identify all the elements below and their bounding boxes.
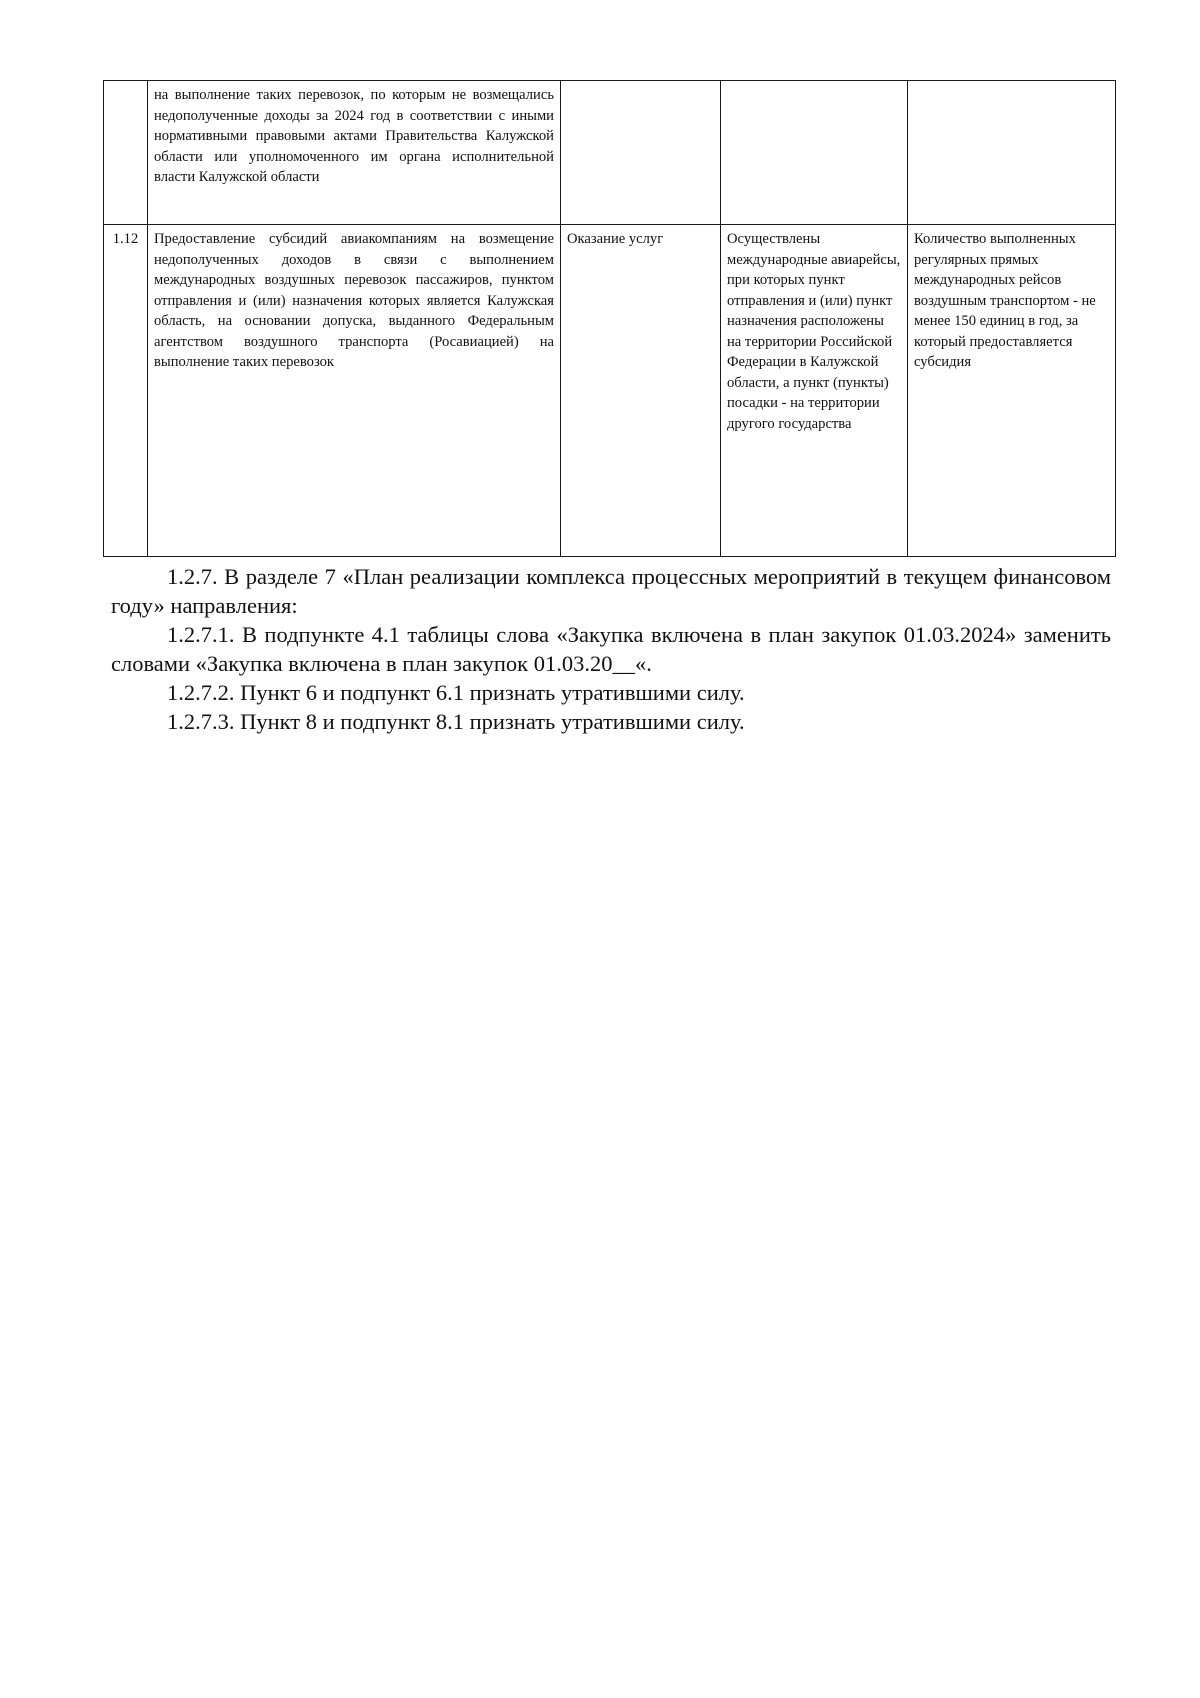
measure-description-cell: Предоставление субсидий авиакомпаниям на возмещение недополученных доходов в связи с выполнением международных воздушных перевозок пассажиров, пунктом отправления и (или) назначения которых является Калужская область, на основании допуска, выданного Федеральным агентством воздушного транспорта (Росавиацией) на выполнение таких перевозок <box>148 225 561 557</box>
table-row-1-12 <box>104 225 1116 557</box>
measure-result-cell <box>721 81 908 225</box>
measures-table <box>103 80 1116 557</box>
row-number-cell <box>104 81 148 225</box>
paragraph-1-2-7-2: 1.2.7.2. Пункт 6 и подпункт 6.1 признать утратившими силу. <box>167 680 745 705</box>
table-row-continuation <box>104 81 1116 225</box>
measure-description-cell: на выполнение таких перевозок, по которым не возмещались недополученные доходы за 2024 год в соответствии с иными нормативными правовыми актами Правительства Калужской области или уполномоченного им органа исполнительной власти Калужской области <box>148 81 561 225</box>
measure-type-cell: Оказание услуг <box>561 225 721 557</box>
measure-type-cell <box>561 81 721 225</box>
measure-indicator-cell <box>908 81 1116 225</box>
paragraph-1-2-7-3: 1.2.7.3. Пункт 8 и подпункт 8.1 признать утратившими силу. <box>167 709 745 734</box>
paragraph-1-2-7-1: 1.2.7.1. В подпункте 4.1 таблицы слова «Закупка включена в план закупок 01.03.2024» заменить словами «Закупка включена в план закупок 01.03.20__«. <box>111 622 1111 676</box>
measure-indicator-cell: Количество выполненных регулярных прямых международных рейсов воздушным транспортом - не менее 150 единиц в год, за который предоставляется субсидия <box>908 225 1116 557</box>
paragraph-1-2-7: 1.2.7. В разделе 7 «План реализации комплекса процессных мероприятий в текущем финансовом году» направления: <box>111 564 1111 618</box>
amendment-text <box>111 562 1111 736</box>
row-number-cell: 1.12 <box>104 225 148 557</box>
measure-result-cell: Осуществлены международные авиарейсы, при которых пункт отправления и (или) пункт назначения расположены на территории Российской Федерации в Калужской области, а пункт (пункты) посадки - на территории другого государства <box>721 225 908 557</box>
